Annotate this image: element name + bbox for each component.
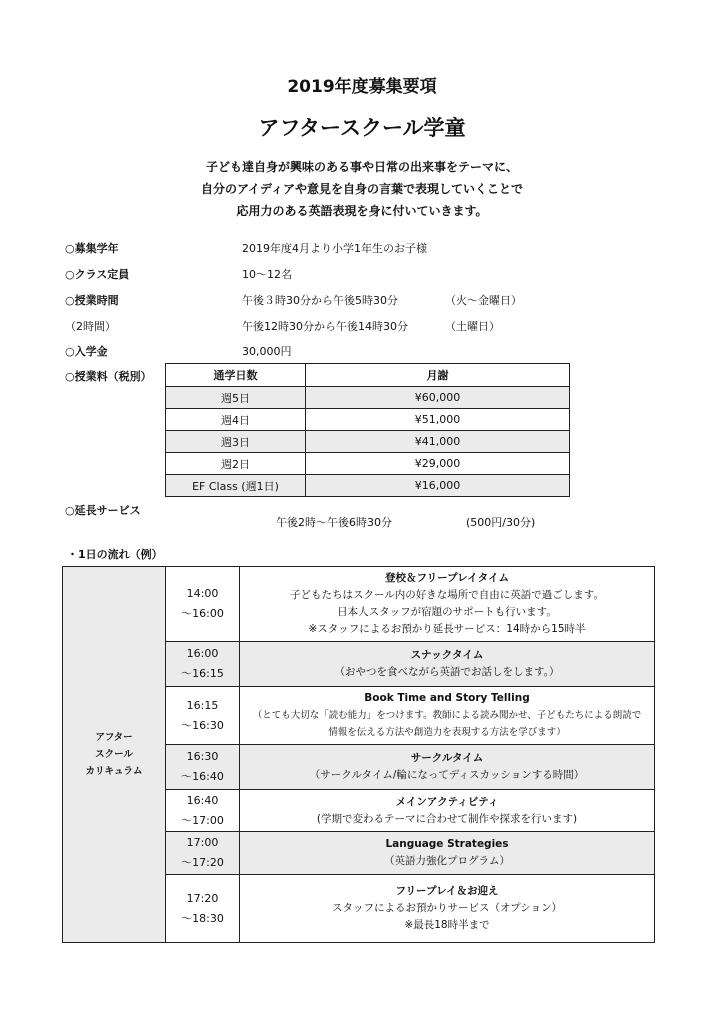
header-days: 通学日数 bbox=[166, 364, 306, 387]
activity-cell bbox=[240, 642, 655, 687]
table-row bbox=[166, 431, 570, 453]
activity-line: ※スタッフによるお預かり延長サービス：14時から15時半 bbox=[308, 623, 586, 635]
curriculum-line: スクール bbox=[95, 749, 133, 760]
hours-weekday-note: （火〜金曜日） bbox=[445, 294, 522, 307]
activity-line: ※最長18時半まで bbox=[404, 919, 490, 931]
time-start: 16:00 bbox=[186, 647, 219, 660]
header-price: 月謝 bbox=[306, 364, 570, 387]
daily-flow-table bbox=[62, 566, 655, 943]
activity-title: Book Time and Story Telling bbox=[364, 692, 530, 704]
price-cell: ¥41,000 bbox=[306, 431, 570, 453]
title-year: 2019年度募集要項 bbox=[287, 77, 437, 97]
curriculum-line: カリキュラム bbox=[85, 766, 143, 777]
days-cell: 週2日 bbox=[166, 453, 306, 475]
time-cell bbox=[166, 567, 240, 642]
time-cell bbox=[166, 875, 240, 943]
activity-title: サークルタイム bbox=[410, 752, 484, 764]
curriculum-line: アフター bbox=[95, 732, 133, 743]
time-cell bbox=[166, 832, 240, 875]
time-end: 〜18:30 bbox=[181, 911, 224, 925]
activity-cell bbox=[240, 875, 655, 943]
hours-sub-label: （2時間） bbox=[65, 320, 116, 333]
time-end: 〜16:15 bbox=[181, 667, 224, 680]
grade-value: 2019年度4月より小学1年生のお子様 bbox=[242, 242, 427, 255]
activity-line: （おやつを食べながら英語でお話しをします。） bbox=[334, 666, 560, 678]
title-program: アフタースクール学童 bbox=[258, 116, 466, 140]
flow-heading: ・1日の流れ（例） bbox=[67, 548, 163, 561]
days-cell: EF Class (週1日) bbox=[166, 475, 306, 497]
activity-title: 登校＆フリープレイタイム bbox=[385, 572, 509, 584]
flow-row bbox=[63, 567, 655, 642]
time-cell bbox=[166, 642, 240, 687]
grade-label: ○募集学年 bbox=[65, 242, 119, 255]
lead-line: 応用力のある英語表現を身に付いていきます。 bbox=[236, 204, 488, 218]
time-end: 〜17:20 bbox=[181, 856, 224, 869]
entry-fee-label: ○入学金 bbox=[65, 345, 108, 358]
activity-line: (学期で変わるテーマに合わせて制作や探求を行います) bbox=[316, 812, 578, 825]
time-end: 〜16:30 bbox=[181, 718, 224, 732]
tuition-table bbox=[165, 363, 570, 497]
days-cell: 週4日 bbox=[166, 409, 306, 431]
extension-price: (500円/30分) bbox=[466, 516, 536, 529]
time-end: 〜16:00 bbox=[181, 607, 224, 620]
price-cell: ¥16,000 bbox=[306, 475, 570, 497]
days-cell: 週3日 bbox=[166, 431, 306, 453]
hours-label: ○授業時間 bbox=[65, 294, 119, 307]
activity-cell bbox=[240, 832, 655, 875]
capacity-value: 10〜12名 bbox=[242, 268, 292, 281]
table-row bbox=[166, 387, 570, 409]
activity-cell bbox=[240, 745, 655, 790]
activity-line: （サークルタイム/輪になってディスカッションする時間） bbox=[309, 769, 585, 781]
curriculum-label bbox=[63, 567, 166, 943]
time-start: 16:15 bbox=[186, 698, 219, 712]
activity-cell bbox=[240, 567, 655, 642]
capacity-label: ○クラス定員 bbox=[65, 268, 130, 281]
days-cell: 週5日 bbox=[166, 387, 306, 409]
activity-line: （英語力強化プログラム） bbox=[384, 855, 510, 867]
lead-line: 自分のアイディアや意見を自身の言葉で表現していくことで bbox=[201, 182, 523, 196]
activity-title: Language Strategies bbox=[385, 838, 509, 850]
activity-cell bbox=[240, 790, 655, 832]
time-end: 〜16:40 bbox=[181, 770, 224, 783]
price-cell: ¥60,000 bbox=[306, 387, 570, 409]
lead-text bbox=[0, 156, 724, 222]
extension-time: 午後2時〜午後6時30分 bbox=[276, 516, 392, 529]
table-row bbox=[166, 475, 570, 497]
table-row bbox=[166, 453, 570, 475]
activity-title: フリープレイ＆お迎え bbox=[395, 885, 499, 897]
price-cell: ¥51,000 bbox=[306, 409, 570, 431]
time-end: 〜17:00 bbox=[181, 813, 224, 827]
time-cell bbox=[166, 790, 240, 832]
time-start: 17:00 bbox=[186, 836, 219, 849]
time-start: 17:20 bbox=[186, 891, 219, 905]
time-cell bbox=[166, 745, 240, 790]
tuition-label: ○授業料（税別） bbox=[65, 370, 152, 383]
lead-line: 子ども達自身が興味のある事や日常の出来事をテーマに、 bbox=[205, 160, 518, 174]
activity-line: 子どもたちはスクール内の好きな場所で自由に英語で過ごします。 bbox=[290, 589, 604, 601]
activity-line: 情報を伝える方法や創造力を表現する方法を学びます） bbox=[328, 727, 566, 738]
extension-label: ○延長サービス bbox=[65, 504, 141, 517]
time-cell bbox=[166, 687, 240, 745]
table-header-row bbox=[166, 364, 570, 387]
table-row bbox=[166, 409, 570, 431]
activity-cell bbox=[240, 687, 655, 745]
activity-line: スタッフによるお預かりサービス（オプション） bbox=[331, 902, 563, 914]
activity-line: （とても大切な「読む能力」をつけます。教師による読み聞かせ、子どもたちによる朗読で bbox=[252, 710, 642, 721]
time-start: 14:00 bbox=[186, 587, 219, 600]
time-start: 16:30 bbox=[186, 750, 219, 763]
hours-saturday: 午後12時30分から午後14時30分 bbox=[242, 320, 408, 333]
activity-title: スナックタイム bbox=[410, 649, 484, 661]
activity-title: メインアクティビティ bbox=[395, 795, 499, 808]
entry-fee-value: 30,000円 bbox=[242, 345, 292, 358]
time-start: 16:40 bbox=[186, 793, 219, 807]
price-cell: ¥29,000 bbox=[306, 453, 570, 475]
hours-saturday-note: （土曜日） bbox=[445, 320, 500, 333]
activity-line: 日本人スタッフが宿題のサポートも行います。 bbox=[337, 606, 557, 618]
hours-weekday: 午後３時30分から午後5時30分 bbox=[242, 294, 398, 307]
